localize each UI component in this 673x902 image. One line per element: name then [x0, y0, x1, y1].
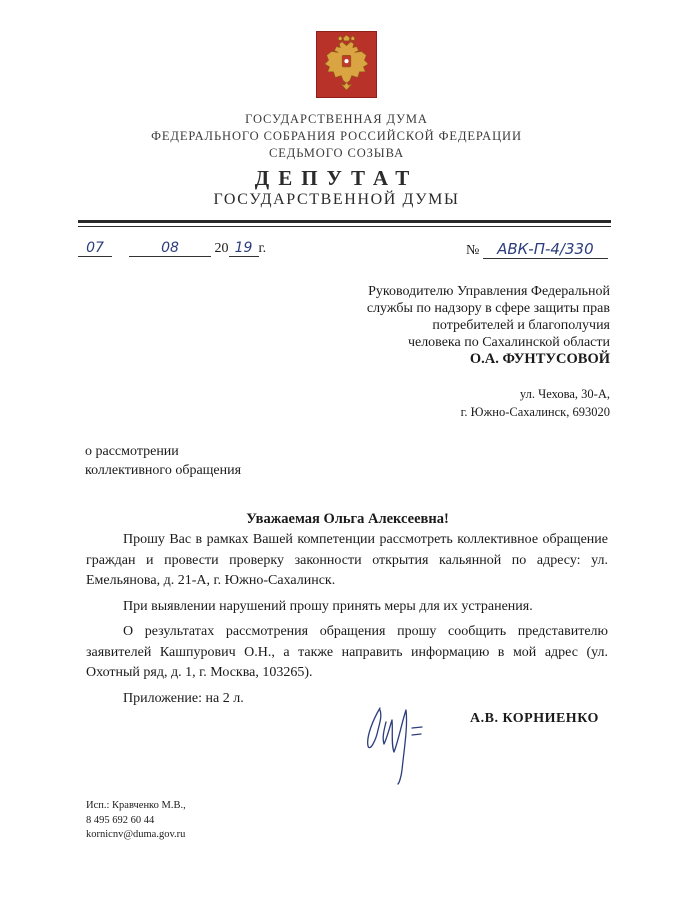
header-line-federal-assembly: ФЕДЕРАЛЬНОГО СОБРАНИЯ РОССИЙСКОЙ ФЕДЕРАЦИИ	[151, 129, 522, 143]
date-year-suffix: 19	[229, 240, 259, 257]
outgoing-number-field	[466, 240, 608, 259]
date-suffix: г.	[258, 241, 267, 256]
outgoing-number-value: АВК-П-4/330	[483, 240, 608, 259]
address-city: г. Южно-Сахалинск, 693020	[460, 405, 610, 419]
letter-subject	[85, 442, 241, 480]
executor-email: kornicnv@duma.gov.ru	[86, 829, 186, 840]
subject-line: о рассмотрении	[85, 444, 179, 459]
handwritten-signature	[358, 700, 448, 785]
date-day: 07	[78, 240, 112, 257]
letter-greeting: Уважаемая Ольга Алексеевна!	[246, 511, 449, 527]
letter-body	[86, 530, 608, 709]
header-divider-thin	[78, 226, 611, 227]
addressee-line: потребителей и благополучия	[432, 318, 610, 333]
double-headed-eagle-icon	[317, 32, 376, 97]
executor-info	[86, 799, 186, 843]
addressee-address	[380, 385, 610, 421]
executor-phone: 8 495 692 60 44	[86, 814, 155, 826]
header-line-convocation: СЕДЬМОГО СОЗЫВА	[269, 146, 404, 160]
addressee-block	[300, 283, 610, 368]
header-line-duma: ГОСУДАРСТВЕННАЯ ДУМА	[245, 112, 428, 126]
addressee-line: службы по надзору в сфере защиты прав	[366, 301, 610, 316]
signer-name: А.В. КОРНИЕНКО	[470, 711, 599, 726]
body-paragraph: О результатах рассмотрения обращения прошу сообщить представителю заявителей Кашпурович О.Н., а также направить информацию в мой адрес (ул. Охотный ряд, д. 1, г. Москва, 103265).	[86, 624, 608, 680]
addressee-name: О.А. ФУНТУСОВОЙ	[469, 351, 610, 367]
body-paragraph: При выявлении нарушений прошу принять меры для их устранения.	[123, 598, 533, 614]
number-label: №	[466, 243, 480, 258]
address-street: ул. Чехова, 30-А,	[519, 387, 610, 401]
coat-of-arms-emblem	[316, 31, 377, 98]
header-divider-thick	[78, 220, 611, 223]
deputy-subtitle: ГОСУДАРСТВЕННОЙ ДУМЫ	[213, 191, 460, 208]
subject-line: коллективного обращения	[85, 463, 242, 478]
deputy-title: ДЕПУТАТ	[254, 166, 419, 190]
date-year-prefix: 20	[214, 241, 229, 256]
addressee-line: Руководителю Управления Федеральной	[368, 284, 610, 299]
addressee-line: человека по Сахалинской области	[407, 335, 610, 350]
executor-name: Исп.: Кравченко М.В.,	[86, 800, 186, 811]
attachment-note: Приложение: на 2 л.	[123, 690, 244, 706]
date-month: 08	[129, 240, 211, 257]
date-field	[78, 240, 266, 257]
body-paragraph: Прошу Вас в рамках Вашей компетенции рассмотреть коллективное обращение граждан и провести проверку законности открытия кальянной по адресу: ул. Емельянова, д. 21-А, г. Южно-Сахалинск.	[86, 532, 608, 588]
